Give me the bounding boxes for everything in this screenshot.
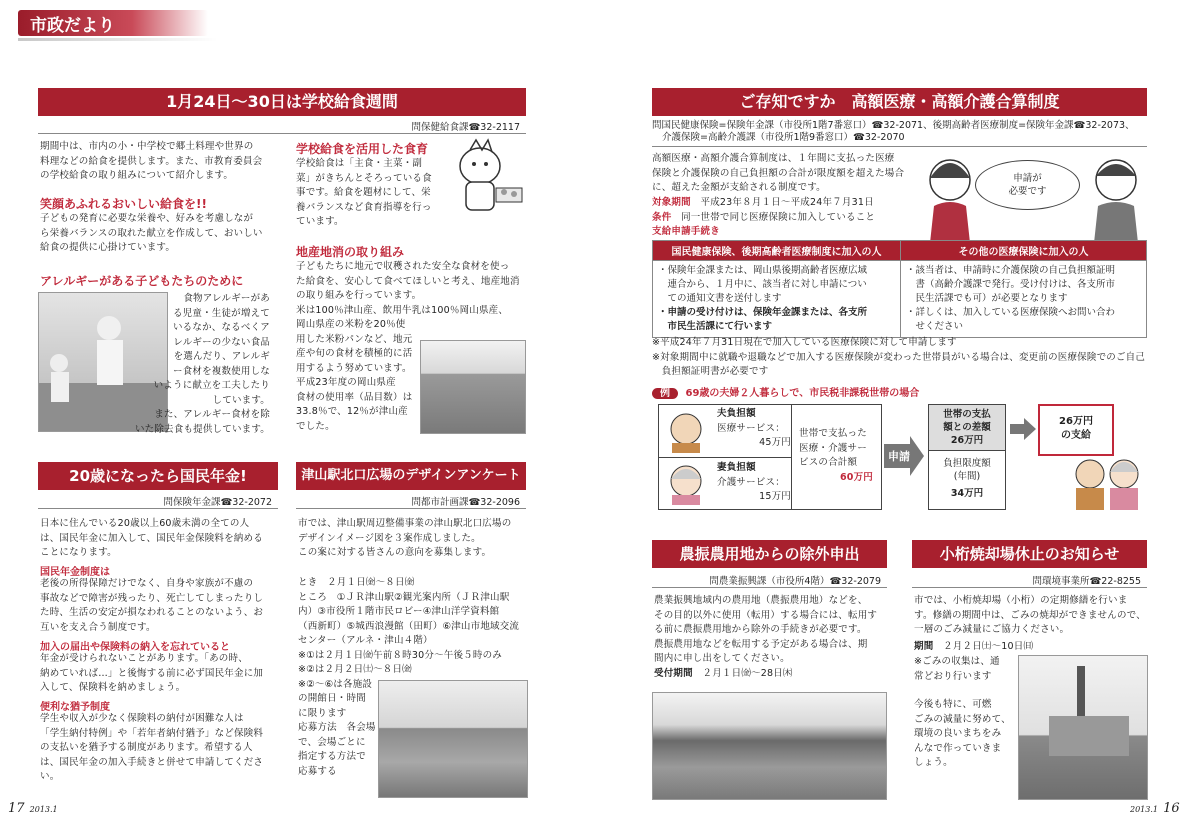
right-date: 2013.1 [1130,805,1158,814]
farm-dept: 問農業振興課（市役所4階）☎32-2079 [652,573,887,588]
pension-heading-forget: 加入の届出や保険料の納入を忘れていると [40,642,230,653]
speech-bubble-line1: 申請が [1013,173,1042,184]
medical-target: 対象期間 平成23年８月１日〜平成24年７月31日 条件 同一世帯で同じ医療保険に加入していること 支給申請手続き [652,197,876,237]
incin-dept: 問環境事業所☎22-8255 [912,573,1147,588]
farmland-photo [652,692,887,800]
lunch-heading-allergy: アレルギーがある子どもたちのために [40,274,244,288]
pension-p3: 年金が受けられないことがあります。「あの時、 納めていれば…」と後悔する前に必ず国民年金に加 入して、保険料を納めましょう。 [40,653,264,693]
lunch-heading-education: 学校給食を活用した食育 [296,142,429,156]
procedure-table-cell-other: ・該当者は、申請時に介護保険の自己負担額証明 書（高齢介護課で発行。受け付けは、各支所市 民生活課でも可）が必要となります ・詳しくは、加入している医療保険へお問い合わ せください [901,261,1147,338]
example-text: 69歳の夫婦２人暮らしで、市民税非課税世帯の場合 [685,388,920,399]
husband-icon [663,409,709,453]
lunch-title: 1月24日〜30日は学校給食週間 [38,88,526,116]
lunch-p1: 子どもの発育に必要な栄養や、好みを考慮しなが ら栄養バランスの取れた献立を作成して、おいしい 給食の提供に心掛けています。 [40,213,263,253]
header-title: 市政だより [30,16,115,36]
left-date: 2013.1 [29,805,58,814]
plaza-details: とき ２月１日㈮〜８日㈮ ところ ①ＪＲ津山駅②観光案内所（ＪＲ津山駅 内）③市役所１階市民ロビー④津山洋学資料館 （西新町）⑤城西浪漫館（田町）⑥津山市地域交流 センター（アルネ・津山４階） ※①は２月１日㈮午前８時30分〜午後５時のみ ※②は２月２日㈯〜８日㈮ ※②〜⑥は各施設 の開館日・時間 に限ります 応募方法 各会場 で、会場ごとに 指定する方法で 応募する [298,577,520,777]
example-tag: 例 [652,388,678,399]
footer-right [1130,797,1180,816]
procedure-table [652,240,1147,338]
pension-p1: 日本に住んでいる20歳以上60歳未満の全ての人 は、国民年金に加入して、国民年金保険料を納める ことになります。 [40,518,263,558]
plaza-dept: 問都市計画課☎32-2096 [296,494,526,509]
lunch-p3: 学校給食は「主食・主菜・副 菜」がきちんとそろっている食 事です。給食を題材にして、栄 養バランスなど食育指導を行っ ています。 [296,158,432,227]
farm-period-value: ２月１日㈮〜28日㈭ [702,668,793,679]
farm-title: 農振農用地からの除外申出 [652,540,887,568]
plaza-title: 津山駅北口広場のデザインアンケート [296,462,526,490]
incinerator-photo [1018,655,1148,800]
pay-box: 26万円 の支給 [1038,404,1114,456]
diff-box [928,404,1006,510]
pay-arrow [1010,418,1036,440]
wife-icon [663,461,709,505]
husband-text: 夫負担額 医療サービス： 45万円 [717,408,791,448]
incinerator-photo-art [1019,656,1147,799]
diff-box-bottom: 負担限度額 (年間) 34万円 [943,458,991,499]
medical-dept-line2: 介護保険=高齢介護課（市役所1階9番窓口）☎32-2070 [662,132,905,143]
left-page-number: 17 [8,801,25,816]
medical-dept [652,120,1147,147]
farm-period [654,667,793,682]
diff-box-top: 世帯の支払 額との差額 26万円 [929,405,1005,451]
pension-heading-deferral: 便利な猶予制度 [40,702,110,713]
pension-dept: 問保険年金課☎32-2072 [38,494,278,509]
ricefield-photo [420,340,526,434]
lunch-dept: 問保健給食課☎32-2117 [38,119,526,134]
station-plaza-photo [378,680,528,798]
medical-dept-line1: 問国民健康保険=保険年金課（市役所1階7番窓口）☎32-2071、後期高齢者医療制度=保険年金課☎32-2073、 [652,120,1135,131]
apply-label: 申請 [888,450,910,463]
medical-notes: ※平成24年７月31日現在で加入している医療保険に対して申請します ※対象期間中に就職や退職などで加入する医療保険が変わった世帯員がいる場合は、変更前の医療保険でのご自己 負担額証明書が必要です [652,337,1146,377]
pension-p4: 学生や収入が少なく保険料の納付が困難な人は 「学生納付特例」や「若年者納付猶予」など保険料 の支払いを猶予する制度があります。希望する人 は、国民年金の加入手続きと併せて申請してくださ い。 [40,713,264,782]
example-row [652,384,919,399]
farm-p1: 農業振興地域内の農用地（農振農用地）などを、 その目的以外に使用（転用）する場合には、転用す る前に農振農用地から除外の手続きが必要です。 農振農用地などを転用する予定がある場合は、期 間内に申し出をしてください。 [654,595,878,664]
couple-illustration [1068,452,1148,510]
speech-bubble-line2: 必要です [1008,186,1047,197]
wife-text: 妻負担額 介護サービス： 15万円 [717,462,791,502]
procedure-table-cell-national: ・保険年金課または、岡山県後期高齢者医療広域 連合から、１月中に、該当者に対し申請につい ての通知文書を送付します ・申請の受け付けは、保険年金課または、各支所 市民生活課にて行います [653,261,901,338]
lunch-heading-smile: 笑顔あふれるおいしい給食を!! [40,197,207,211]
right-page-number: 16 [1163,801,1180,816]
incin-period-value: ２月２日㈯〜10日㈰ [943,641,1034,652]
burden-divider [659,457,791,458]
incin-period-label: 期間 [914,641,934,652]
plaza-p1: 市では、津山駅周辺整備事業の津山駅北口広場の デザインイメージ図を３案作成しました。 この案に対する皆さんの意向を募集します。 [298,518,512,558]
mascot-illustration [450,136,526,218]
burden-box [658,404,882,510]
speech-bubble [975,160,1080,210]
pension-p2: 老後の所得保障だけでなく、自身や家族が不慮の 事故などで障害が残ったり、死亡してしまったりし た時、生活の安定が損なわれることのないよう、お 互いを支え合う制度です。 [40,578,264,633]
incin-title: 小桁焼却場休止のお知らせ [912,540,1147,568]
footer-left [8,797,58,816]
lunch-p4: 子どもたちに地元で収穫された安全な食材を使っ た給食を、安心して食べてほしいと考え、地産地消 の取り組みを行っています。 米は100％津山産、飲用牛乳は100％岡山県産、 岡山県産の米粉を20％使 用した米粉パンなど、地元 産や旬の食材を積極的に活 用するよう努めています。 平成23年度の岡山県産 食材の使用率（品目数）は 33.8％で、12％が津山産 でした。 [296,261,520,432]
incin-p1: 市では、小桁焼却場（小桁）の定期修繕を行いま す。修繕の期間中は、ごみの焼却ができませんので、 一層のごみ減量にご協力ください。 [914,595,1146,635]
procedure-table-header-other: その他の医療保険に加入の人 [901,241,1147,261]
header-underline [18,38,218,41]
lunch-p2: 食物アレルギーがあ る児童・生徒が増えて いるなか、なるべくア レルギーの少ない食品 を選んだり、アレルギ ー食材を複数使用しな いように献立を工夫したり しています。 また、アレルギー食材を除 いた除去食も提供しています。 [134,293,270,435]
lunch-heading-local: 地産地消の取り組み [296,245,405,259]
medical-title: ご存知ですか 高額医療・高額介護合算制度 [652,88,1147,116]
pension-title: 20歳になったら国民年金! [38,462,278,490]
procedure-table-header-national: 国民健康保険、後期高齢者医療制度に加入の人 [653,241,901,261]
farm-period-label: 受付期間 [654,668,693,679]
incin-period [914,640,1033,655]
burden-vdivider [791,405,792,509]
incin-lines: ※ごみの収集は、通 常どおり行います 今後も特に、可燃 ごみの減量に努めて、 環境の良いまちをみ んなで作っていきま しょう。 [914,656,1011,768]
lunch-intro: 期間中は、市内の小・中学校で郷土料理や世界の 料理などの給食を提供します。また、市教育委員会 の学校給食の取り組みについて紹介します。 [40,141,263,181]
medical-p1: 高額医療・高額介護合算制度は、１年間に支払った医療 保険と介護保険の自己負担額の合計が限度額を超えた場合 に、超えた金額が支給される制度です。 [652,153,905,193]
total-text: 世帯で支払った 医療・介護サー ビスの合計額 60万円 [799,428,873,483]
pension-heading-system: 国民年金制度は [40,567,110,578]
